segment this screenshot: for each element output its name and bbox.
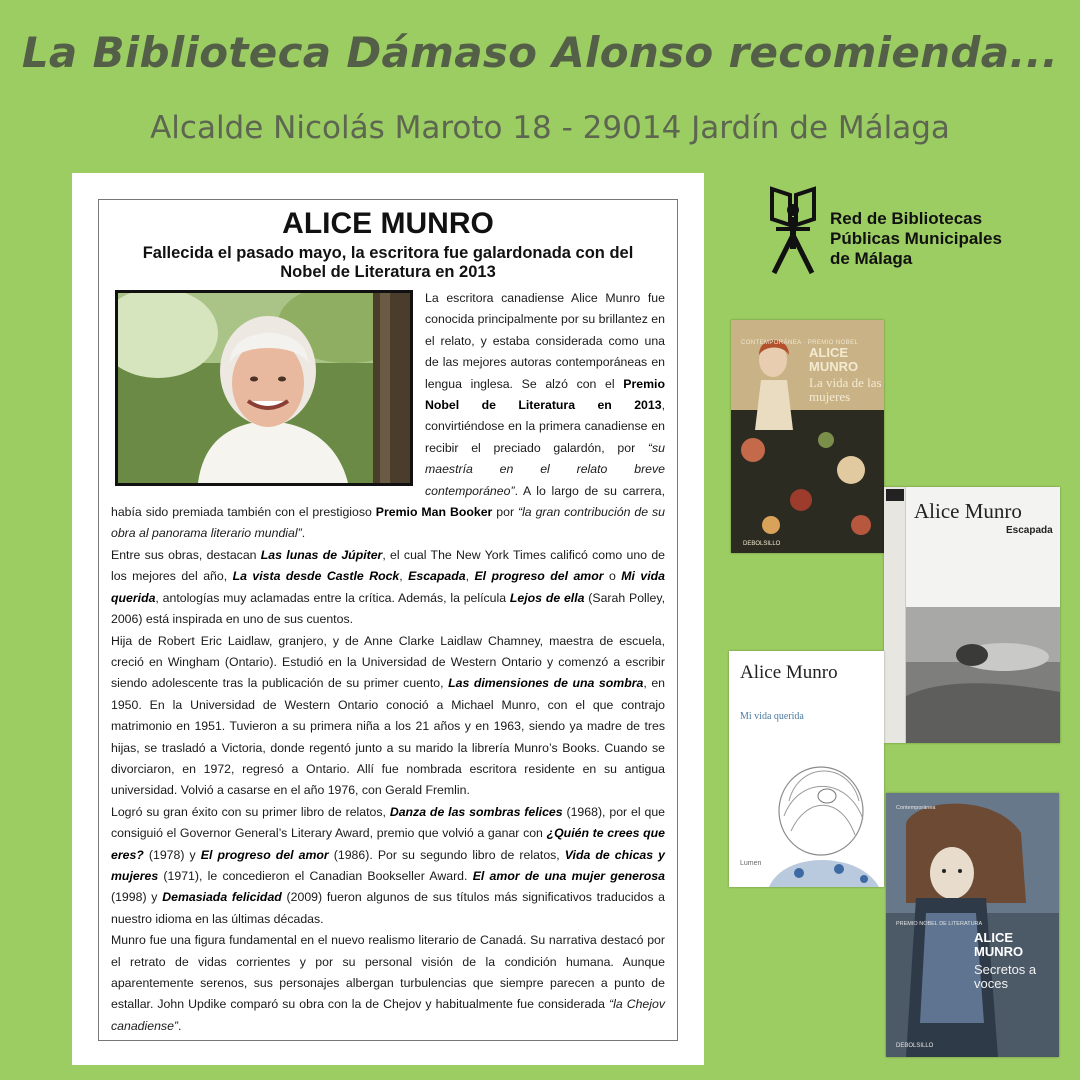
book-cover-secretos-a-voces <box>886 793 1059 1057</box>
author-portrait <box>115 290 413 486</box>
book-publisher: DEBOLSILLO <box>896 1043 934 1049</box>
book-author: Alice Munro <box>740 662 838 683</box>
book-prize: PREMIO NOBEL DE LITERATURA <box>896 921 983 927</box>
paragraph-3: Hija de Robert Eric Laidlaw, granjero, y de Anne Clarke Laidlaw Chamney, maestra de escuela, creció en Wingham (Ontario). Estudió en la Universidad de Western Ontario y comenzó a escribir siendo adolescente tras la publicación de su primer cuento, Las dimensiones de una sombra, en 1950. En la Universidad de Western Ontario conoció a Michael Munro, con el que contrajo matrimonio en 1951. Tuvieron a su primera niña a los 21 años y en 1963, siendo ya madre de tres hijas, se trasladó a Victoria, donde regentó junto a su marido la librería Munro’s Books. Cuando se divorciaron, en 1972, regresó a Ontario. Allí fue nombrada escritora residente en su antigua universidad. Volvió a casarse en el año 1976, con Gerald Fremlin. <box>111 633 666 798</box>
paragraph-4: Logró su gran éxito con su primer libro de relatos, Danza de las sombras felices (1968), por el que consiguió el Governor General’s Literary Award, premio que volvió a ganar con ¿Quién te crees que eres? (1978) y El progreso del amor (1986). Por su segundo libro de relatos, Vida de chicas y mujeres (1971), le concedieron el Canadian Bookseller Award. El amor de una mujer generosa (1998) y Demasiada felicidad (2009) fueron algunos de sus títulos más significativos traducidos a nuestro idioma en las últimas décadas. <box>111 804 665 926</box>
page-headline: La Biblioteca Dámaso Alonso recomienda... <box>21 28 1059 77</box>
book-cover-escapada <box>884 487 1060 743</box>
library-network-name: Red de Bibliotecas Públicas Municipales de Málaga <box>830 209 1002 268</box>
library-network-logo <box>768 185 1048 275</box>
book-cover-la-vida-de-las-mujeres <box>731 320 884 553</box>
book-author: ALICE MUNRO <box>974 930 1024 959</box>
book-series: Contemporánea <box>896 805 936 811</box>
article-sheet <box>72 173 704 1065</box>
book-title: Escapada <box>1006 525 1053 536</box>
book-cover-mi-vida-querida <box>729 651 884 887</box>
article-title: ALICE MUNRO <box>282 207 494 240</box>
article-frame <box>98 199 678 1041</box>
book-title: Secretos a voces <box>974 962 1037 991</box>
paragraph-1: La escritora canadiense Alice Munro fue conocida principalmente por su brillantez en el relato, y estaba considerada como una de las mejores autoras contemporáneas en lengua inglesa. Se alzó con el Premio Nobel de Literatura en 2013, convirtiéndose en la primera canadiense en recibir el preciado galardón, por “su maestría en el relato breve contemporáneo”. A lo largo de su carrera, había sido premiada también con el prestigioso Premio Man Booker por “la gran contribución de su obra al panorama literario mundial”. <box>111 291 665 541</box>
book-title: Mi vida querida <box>740 711 804 722</box>
book-author: Alice Munro <box>914 499 1022 523</box>
book-publisher: DEBOLSILLO <box>743 541 781 547</box>
paragraph-2: Entre sus obras, destacan Las lunas de Júpiter, el cual The New York Times calificó como uno de los mejores del año, La vista desde Castle Rock, Escapada, El progreso del amor o Mi vida querida, antologías muy aclamadas entre la crítica. Además, la película Lejos de ella (Sarah Polley, 2006) está inspirada en uno de sus cuentos. <box>111 547 665 627</box>
library-address: Alcalde Nicolás Maroto 18 - 29014 Jardín de Málaga <box>150 110 950 146</box>
paragraph-5: Munro fue una figura fundamental en el nuevo realismo literario de Canadá. Su narrativa destacó por el retrato de vidas corrientes y por su personal visión de la condición humana. Aunque aparentemente serenos, sus personajes albergan turbulencias que siempre parecen a punto de estallar. John Updike comparó su obra con la de Chejov y habitualmente fue considerada “la Chejov canadiense”. <box>111 933 665 1033</box>
reading-figure-icon <box>768 185 818 277</box>
book-author: ALICE MUNRO <box>809 345 859 374</box>
article-subtitle: Fallecida el pasado mayo, la escritora fue galardonada con del Nobel de Literatura en 2013 <box>142 244 634 281</box>
book-series: CONTEMPORÁNEA · PREMIO NOBEL <box>741 340 859 346</box>
book-publisher: Lumen <box>740 860 762 867</box>
book-title: La vida de las mujeres <box>809 375 882 404</box>
book-spine <box>884 487 906 743</box>
